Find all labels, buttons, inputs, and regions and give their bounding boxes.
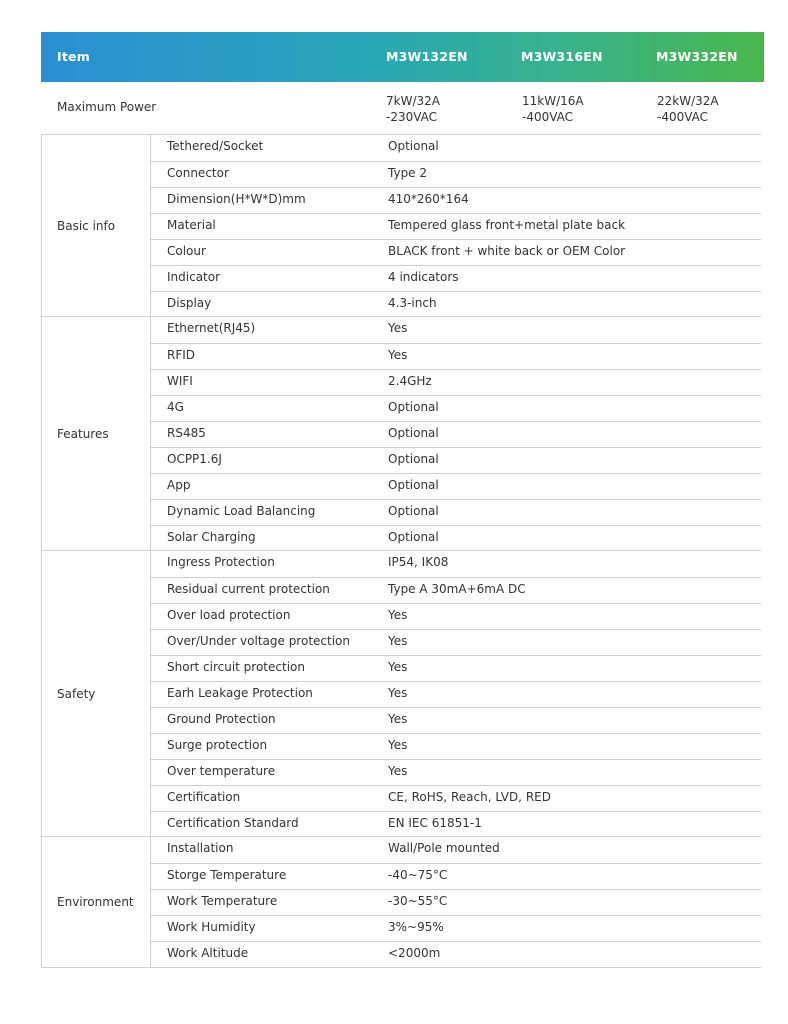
row-value: Yes [388,634,408,648]
row-key: OCPP1.6J [167,452,222,466]
row-key: Connector [167,166,229,180]
table-row [151,889,761,915]
max-power-value-1: 7kW/32A -230VAC [386,94,440,124]
row-value: Yes [388,348,408,362]
section-rows [150,551,761,837]
table-row [151,915,761,941]
table-row [151,941,761,967]
table-row [151,629,761,655]
row-key: Dimension(H*W*D)mm [167,192,306,206]
row-value: Yes [388,712,408,726]
row-key: Storge Temperature [167,868,287,882]
row-key: Colour [167,244,206,258]
row-value: EN IEC 61851-1 [388,816,482,830]
row-key: RS485 [167,426,206,440]
row-value: Yes [388,608,408,622]
row-key: Display [167,296,212,310]
row-value: -40~75°C [388,868,448,882]
section-features [41,316,761,551]
table-row [151,577,761,603]
table-row [151,395,761,421]
row-value: -30~55°C [388,894,448,908]
row-key: Installation [167,841,234,855]
row-key: Over load protection [167,608,291,622]
row-key: Short circuit protection [167,660,305,674]
row-key: App [167,478,191,492]
section-rows [150,837,761,967]
row-value: Yes [388,738,408,752]
row-key: Surge protection [167,738,268,752]
row-value: Yes [388,321,408,335]
table-row [151,187,761,213]
row-key: WIFI [167,374,193,388]
row-key: 4G [167,400,184,414]
row-value: Yes [388,660,408,674]
row-value: IP54, IK08 [388,555,449,569]
table-row [151,551,761,577]
header-model-1: M3W132EN [386,49,468,64]
row-value: Optional [388,452,439,466]
table-row [151,863,761,889]
table-row [151,265,761,291]
header-model-3: M3W332EN [656,49,738,64]
table-row [151,733,761,759]
table-row [151,603,761,629]
row-key: Earh Leakage Protection [167,686,313,700]
row-key: Indicator [167,270,221,284]
row-value: Optional [388,400,439,414]
row-key: Solar Charging [167,530,256,544]
section-label: Safety [57,687,96,701]
row-value: Optional [388,139,439,153]
table-row [151,473,761,499]
table-row [151,135,761,161]
row-value: Optional [388,504,439,518]
table-row [151,759,761,785]
row-key: Dynamic Load Balancing [167,504,316,518]
row-key: Over temperature [167,764,276,778]
row-key: Tethered/Socket [167,139,264,153]
max-power-value-2: 11kW/16A -400VAC [522,94,584,124]
row-value: Yes [388,686,408,700]
row-value: 3%~95% [388,920,444,934]
row-value: Optional [388,426,439,440]
row-key: RFID [167,348,196,362]
row-key: Residual current protection [167,582,330,596]
section-environment [41,836,761,968]
table-row [151,291,761,317]
table-row [151,681,761,707]
row-value: <2000m [388,946,441,960]
table-row [151,785,761,811]
row-value: 4 indicators [388,270,459,284]
row-value: 410*260*164 [388,192,469,206]
row-key: Material [167,218,216,232]
row-value: Optional [388,478,439,492]
section-label: Features [57,427,109,441]
max-power-value-3: 22kW/32A -400VAC [657,94,719,124]
table-row [151,447,761,473]
table-row [151,421,761,447]
table-row [151,161,761,187]
table-row [151,343,761,369]
section-label: Basic info [57,219,116,233]
table-row [151,499,761,525]
table-row [151,369,761,395]
row-value: Wall/Pole mounted [388,841,500,855]
row-value: 2.4GHz [388,374,432,388]
row-key: Work Temperature [167,894,278,908]
table-row [151,837,761,863]
row-value: 4.3-inch [388,296,437,310]
row-key: Certification Standard [167,816,299,830]
row-value: Yes [388,764,408,778]
row-value: CE, RoHS, Reach, LVD, RED [388,790,551,804]
table-row [151,525,761,551]
row-value: Type 2 [388,166,428,180]
row-value: BLACK front + white back or OEM Color [388,244,626,258]
row-key: Ethernet(RJ45) [167,321,256,335]
row-value: Tempered glass front+metal plate back [388,218,626,232]
section-rows [150,135,761,317]
spec-table-header [41,32,764,82]
header-model-2: M3W316EN [521,49,603,64]
table-row [151,811,761,837]
row-key: Work Humidity [167,920,256,934]
row-value: Type A 30mA+6mA DC [388,582,526,596]
row-key: Ground Protection [167,712,276,726]
table-row [151,707,761,733]
section-safety [41,550,761,837]
section-label: Environment [57,895,134,909]
table-row [151,213,761,239]
row-key: Over/Under voltage protection [167,634,350,648]
row-key: Certification [167,790,241,804]
section-basic-info [41,134,761,317]
table-row [151,239,761,265]
table-row [151,317,761,343]
row-key: Work Altitude [167,946,249,960]
section-rows [150,317,761,551]
max-power-label: Maximum Power [57,100,157,114]
table-row [151,655,761,681]
row-key: Ingress Protection [167,555,275,569]
row-value: Optional [388,530,439,544]
header-item-label: Item [57,49,90,64]
